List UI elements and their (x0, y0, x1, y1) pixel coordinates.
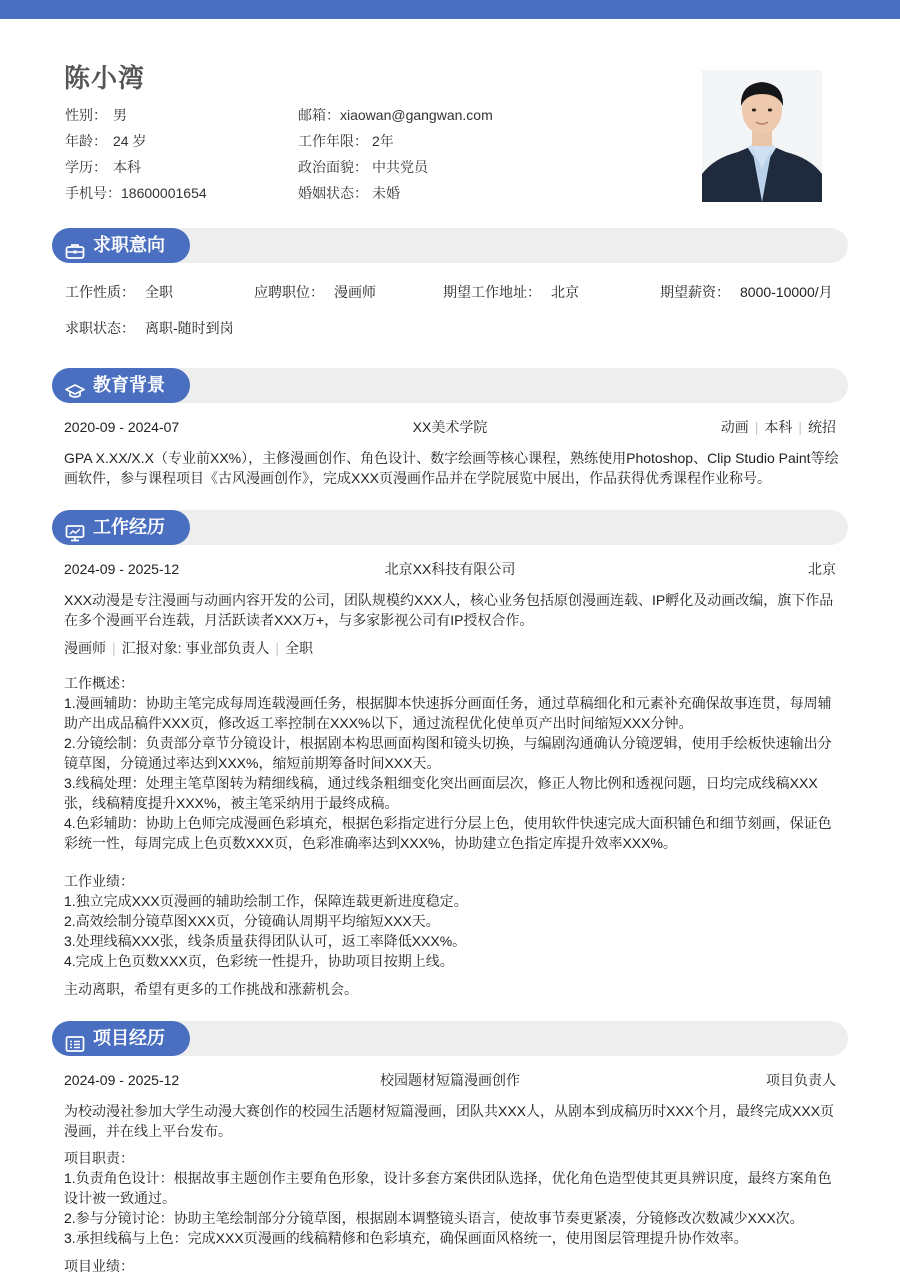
intent-salary (660, 282, 833, 302)
basic-info-left (65, 102, 207, 206)
section-header-project (52, 1021, 848, 1056)
briefcase-icon (65, 237, 85, 255)
work-city: 北京 (808, 561, 836, 577)
work-overview-item: 4.色彩辅助：协助上色师完成漫画色彩填充，根据色彩指定进行分层上色，使用软件快速完成大面积铺色和细节刻画，保证色彩统一性，每周完成上色页数XXX页，色彩准确率达到XXX%，协助建立色指定库提升效率XXX%。 (64, 815, 832, 851)
intent-location-label: 期望工作地址： (443, 284, 541, 300)
graduation-cap-icon (65, 377, 85, 395)
profile-photo (702, 70, 822, 202)
work-results-item: 2.高效绘制分镜草图XXX页，分镜确认周期平均缩短XXX天。 (64, 913, 440, 929)
divider: | (754, 419, 759, 435)
project-results-title: 项目业绩： (64, 1258, 134, 1274)
intent-nature-value: 全职 (145, 284, 173, 300)
marital-label: 婚姻状态： (298, 185, 368, 201)
work-results-item: 1.独立完成XXX页漫画的辅助绘制工作，保障连载更新进度稳定。 (64, 893, 468, 909)
work-results (64, 871, 839, 971)
political-value: 中共党员 (372, 159, 428, 175)
age-value: 24 岁 (113, 133, 147, 149)
basic-info-right (298, 102, 493, 206)
project-name: 校园题材短篇漫画创作 (380, 1072, 520, 1088)
project-duty-item: 1.负责角色设计：根据故事主题创作主要角色形象，设计多套方案供团队选择，优化角色造型使其更具辨识度，最终方案角色设计被一致通过。 (64, 1170, 832, 1206)
work-results-item: 4.完成上色页数XXX页，色彩统一性提升，协助项目按期上线。 (64, 953, 454, 969)
project-duty-item: 3.承担线稿与上色：完成XXX页漫画的线稿精修和色彩填充，确保画面风格统一，使用图层管理提升协作效率。 (64, 1230, 748, 1246)
email-label: 邮箱： (298, 107, 340, 123)
section-title-work: 工作经历 (93, 517, 165, 537)
project-entry-header (64, 1070, 836, 1090)
education-description: GPA X.XX/X.X（专业前XX%），主修漫画创作、角色设计、数字绘画等核心课程，熟练使用Photoshop、Clip Studio Paint等绘画软件，参与课程项目《古风漫画创作》，完成XXX页漫画作品并在学院展览中展出，作品获得优秀课程作业称号。 (64, 450, 839, 486)
education-major: 动画 (720, 419, 749, 435)
work-leave-reason: 主动离职，希望有更多的工作挑战和涨薪机会。 (64, 981, 358, 997)
project-role: 项目负责人 (766, 1072, 836, 1088)
section-title-education: 教育背景 (93, 375, 165, 395)
divider: | (798, 419, 802, 435)
age-row (65, 128, 207, 154)
divider: | (275, 640, 280, 656)
work-type: 全职 (285, 640, 314, 656)
political-row (298, 154, 493, 180)
monitor-icon (65, 519, 85, 537)
education-period: 2020-09 - 2024-07 (64, 419, 180, 435)
marital-value: 未婚 (372, 185, 400, 201)
work-period: 2024-09 - 2025-12 (64, 561, 180, 577)
education-level-label: 学历： (65, 159, 107, 175)
intent-status-label: 求职状态： (65, 320, 135, 336)
work-overview-item: 2.分镜绘制：负责部分章节分镜设计，根据剧本构思画面构图和镜头切换，与编剧沟通确认分镜逻辑，使用手绘板快速输出分镜草图，分镜通过率达到XXX%，缩短前期筹备时间XXX天。 (64, 735, 832, 771)
work-entry-header (64, 559, 836, 579)
intent-status (65, 318, 234, 338)
education-entry-header (64, 417, 836, 437)
section-header-education (52, 368, 848, 403)
top-accent-bar (0, 0, 900, 19)
education-type: 统招 (808, 419, 836, 435)
gender-value: 男 (113, 107, 127, 123)
section-pill-education (52, 368, 190, 403)
education-level-row (65, 154, 207, 180)
section-header-work (52, 510, 848, 545)
education-school: XX美术学院 (412, 419, 488, 435)
intent-nature-label: 工作性质： (65, 284, 135, 300)
list-icon (65, 1030, 85, 1048)
gender-row (65, 102, 207, 128)
intent-position-label: 应聘职位： (254, 284, 324, 300)
education-level-value: 本科 (113, 159, 141, 175)
section-pill-intent (52, 228, 190, 263)
gender-label: 性别： (65, 107, 107, 123)
work-overview (64, 673, 839, 853)
project-period: 2024-09 - 2025-12 (64, 1072, 180, 1088)
phone-row (65, 180, 207, 206)
age-label: 年龄： (65, 133, 107, 149)
work-results-title: 工作业绩： (64, 873, 134, 889)
phone-label: 手机号： (65, 185, 121, 201)
intent-salary-label: 期望薪资： (660, 284, 730, 300)
email-row (298, 102, 493, 128)
work-years-value: 2年 (372, 133, 394, 149)
intent-position (254, 282, 376, 302)
project-intro: 为校动漫社参加大学生动漫大赛创作的校园生活题材短篇漫画，团队共XXX人，从剧本到成稿历时XXX个月，最终完成XXX页漫画，并在线上平台发布。 (64, 1103, 835, 1139)
intent-location-value: 北京 (551, 284, 579, 300)
divider: | (112, 640, 116, 656)
section-header-intent (52, 228, 848, 263)
work-overview-item: 3.线稿处理：处理主笔草图转为精细线稿，通过线条粗细变化突出画面层次，修正人物比例和透视问题，日均完成线稿XXX张，线稿精度提升XXX%，被主笔采纳用于最终成稿。 (64, 775, 818, 811)
intent-nature (65, 282, 173, 302)
candidate-name: 陈小湾 (64, 63, 146, 93)
education-degree: 本科 (764, 419, 793, 435)
section-pill-project (52, 1021, 190, 1056)
email-value: xiaowan@gangwan.com (340, 107, 493, 123)
education-tags (721, 417, 836, 437)
work-role: 漫画师 (64, 640, 106, 656)
project-duties-title: 项目职责： (64, 1150, 134, 1166)
intent-location (443, 282, 579, 302)
phone-value: 18600001654 (121, 185, 207, 201)
intent-position-value: 漫画师 (334, 284, 376, 300)
intent-salary-value: 8000-10000/月 (740, 284, 833, 300)
project-duties (64, 1148, 839, 1276)
work-years-row (298, 128, 493, 154)
project-duty-item: 2.参与分镜讨论：协助主笔绘制部分分镜草图，根据剧本调整镜头语言，使故事节奏更紧凑，分镜修改次数减少XXX次。 (64, 1210, 804, 1226)
work-years-label: 工作年限： (298, 133, 368, 149)
section-pill-work (52, 510, 190, 545)
work-overview-item: 1.漫画辅助：协助主笔完成每周连载漫画任务，根据脚本快速拆分画面任务，通过草稿细化和元素补充确保故事连贯，每周辅助产出成品稿件XXX页，修改返工率控制在XXX%以下，通过流程优化使单页产出时间缩短XXX分钟。 (64, 695, 832, 731)
work-company: 北京XX科技有限公司 (384, 561, 516, 577)
work-report: 汇报对象: 事业部负责人 (121, 640, 270, 656)
work-overview-title: 工作概述： (64, 675, 134, 691)
section-title-project: 项目经历 (93, 1028, 165, 1048)
marital-row (298, 180, 493, 206)
work-company-intro: XXX动漫是专注漫画与动画内容开发的公司，团队规模约XXX人，核心业务包括原创漫画连载、IP孵化及动画改编，旗下作品在多个漫画平台连载，月活跃读者XXX万+，与多家影视公司有IP授权合作。 (64, 592, 834, 628)
political-label: 政治面貌： (298, 159, 368, 175)
section-title-intent: 求职意向 (93, 235, 165, 255)
work-role-line (64, 638, 313, 658)
intent-status-value: 离职-随时到岗 (145, 320, 234, 336)
work-results-item: 3.处理线稿XXX张，线条质量获得团队认可，返工率降低XXX%。 (64, 933, 467, 949)
